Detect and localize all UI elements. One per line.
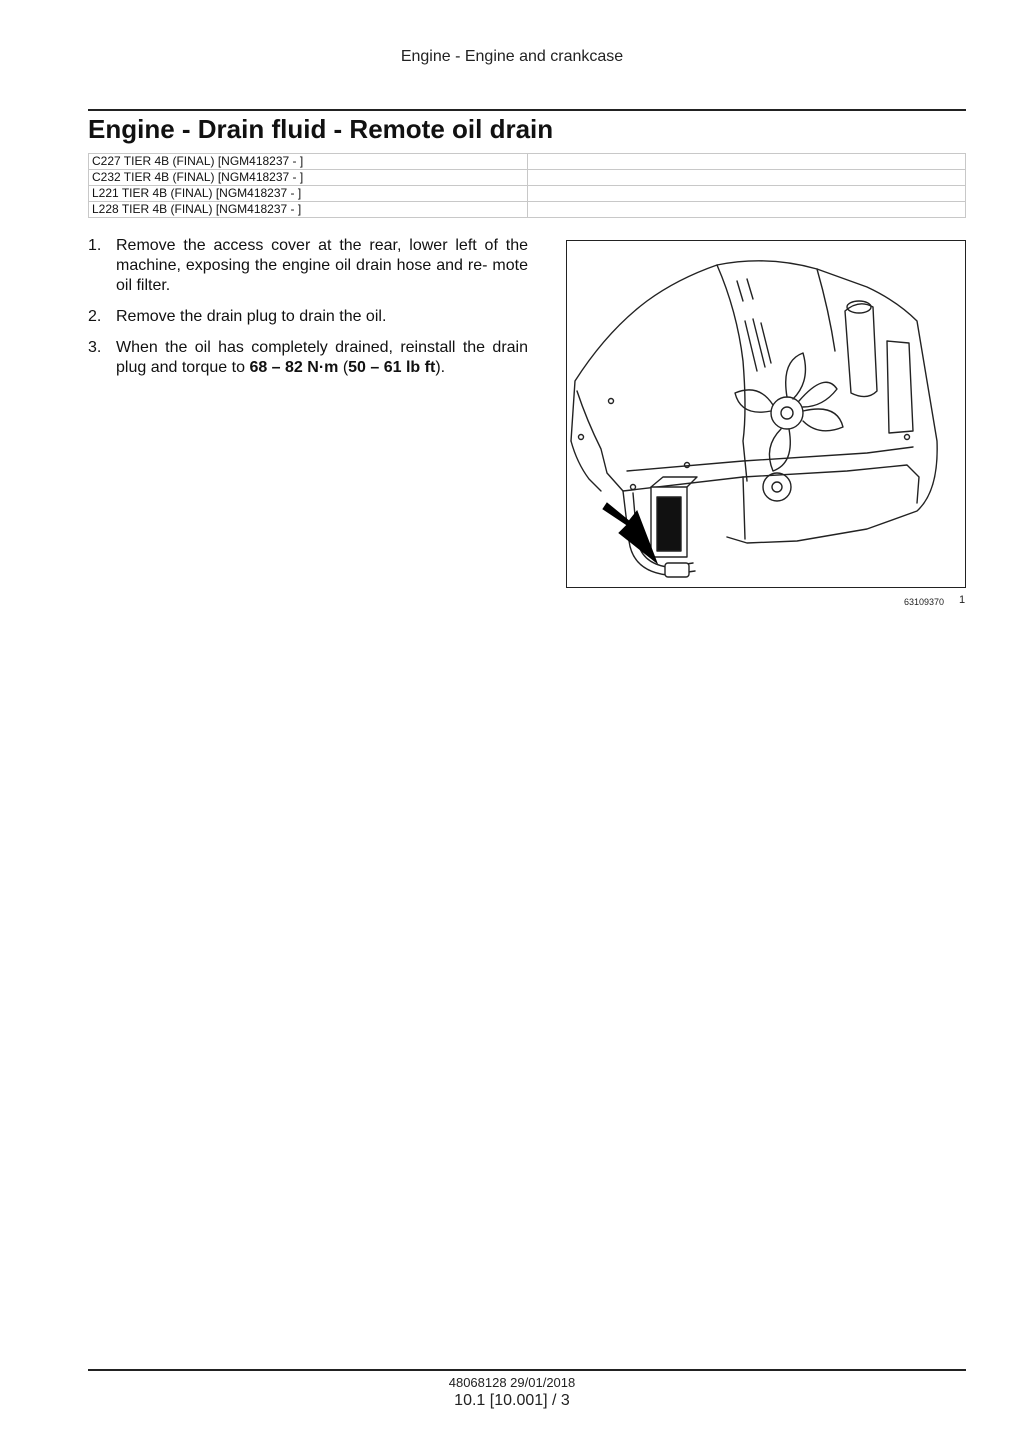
- torque-metric: 68 – 82 N·m: [249, 359, 339, 376]
- step-text: When the oil has completely drained, reinstall the drain plug and torque to: [116, 339, 528, 376]
- model-cell: L221 TIER 4B (FINAL) [NGM418237 - ]: [89, 186, 528, 202]
- step-item: [88, 307, 528, 327]
- table-row: [89, 202, 966, 218]
- step-item: [88, 338, 528, 378]
- figure-frame: [566, 240, 966, 588]
- empty-cell: [528, 154, 966, 170]
- table-row: [89, 154, 966, 170]
- footer-page-ref: 10.1 [10.001] / 3: [454, 1392, 570, 1409]
- empty-cell: [528, 202, 966, 218]
- footer-doc-ref: 48068128 29/01/2018: [448, 1375, 576, 1390]
- figure-number: 1: [959, 594, 966, 606]
- model-cell: C232 TIER 4B (FINAL) [NGM418237 - ]: [89, 170, 528, 186]
- step-number: 3.: [88, 339, 102, 356]
- step-text: Remove the access cover at the rear, lower left of the machine, exposing the engine oil drain hose and re- mote oil filter.: [116, 237, 528, 294]
- table-row: [89, 186, 966, 202]
- engine-compartment-illustration-icon: [567, 241, 965, 587]
- figure-image-id: 63109370: [904, 597, 945, 607]
- step-item: [88, 236, 528, 296]
- empty-cell: [528, 186, 966, 202]
- table-row: [89, 170, 966, 186]
- paren-open: (: [338, 359, 349, 376]
- step-text: Remove the drain plug to drain the oil.: [116, 308, 387, 325]
- model-cell: C227 TIER 4B (FINAL) [NGM418237 - ]: [89, 154, 528, 170]
- step-number: 1.: [88, 237, 102, 254]
- torque-imperial: 50 – 61 lb ft: [348, 359, 436, 376]
- procedure-steps: [88, 236, 528, 389]
- running-header: Engine - Engine and crankcase: [400, 48, 624, 65]
- step-text-end: ).: [435, 359, 446, 376]
- model-applicability-table: [88, 153, 966, 218]
- footer-rule: [88, 1369, 966, 1371]
- empty-cell: [528, 170, 966, 186]
- model-cell: L228 TIER 4B (FINAL) [NGM418237 - ]: [89, 202, 528, 218]
- step-number: 2.: [88, 308, 102, 325]
- header-rule: [88, 109, 966, 111]
- page-title: Engine - Drain fluid - Remote oil drain: [88, 114, 554, 144]
